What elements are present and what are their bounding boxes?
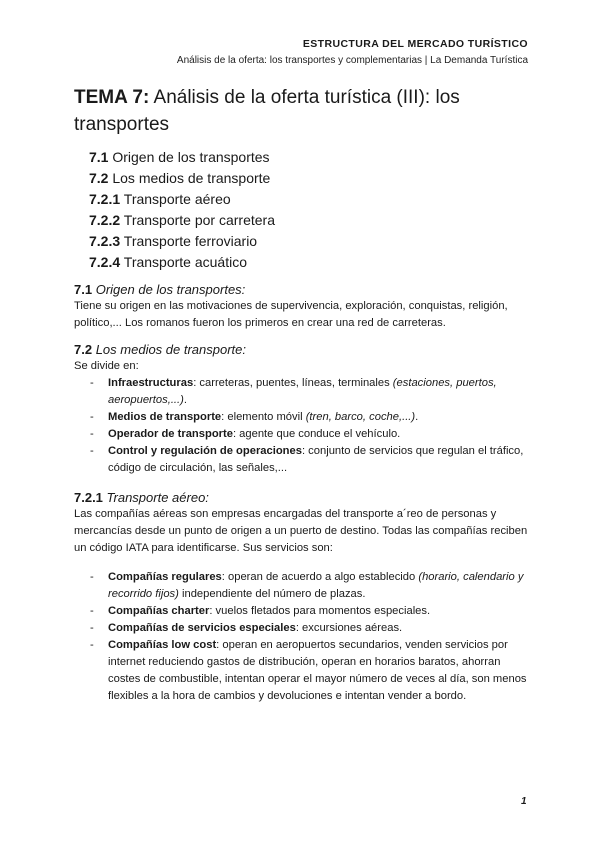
list-item [74,603,530,620]
section-title: Transporte aéreo: [106,490,209,505]
dash-bullet: - [90,377,94,389]
item-italic: (tren, barco, coche,...) [305,411,416,423]
item-after: . [415,411,419,423]
dash-bullet: - [90,411,94,423]
item-text: : excursiones aéreas. [295,622,403,634]
list-item [74,443,530,477]
item-term: Control y regulación de operaciones [108,445,302,457]
item-term: Compañías low cost [108,639,217,651]
section-7-2-intro: Se divide en: [74,360,139,372]
page-header [177,38,528,67]
dash-bullet: - [90,571,94,583]
list-item [74,375,530,409]
item-after: independiente del número de plazas. [178,588,366,600]
toc-item [89,252,530,273]
item-after: . [183,394,187,406]
item-text: : carreteras, puentes, líneas, terminales [193,377,393,389]
toc-item-number: 7.2.1 [89,191,121,207]
dash-bullet: - [90,445,94,457]
section-7-1-paragraph: Tiene su origen en las motivaciones de supervivencia, exploración, conquistas, religión, político,... Los romanos fueron los primeros en crear una red de carreteras. [74,300,508,329]
toc-item [89,168,530,189]
toc-item-number: 7.2.3 [89,233,121,249]
item-italic: (horario, calendario y recorrido fijos) [108,571,524,600]
toc-item [89,210,530,231]
section-heading-7-2 [74,341,530,358]
toc-item [89,147,530,168]
section-number: 7.1 [74,282,93,297]
section-title: Los medios de transporte: [95,342,247,357]
list-item [74,637,530,705]
section-heading-7-1 [74,281,530,298]
section-heading-7-2-1 [74,489,530,506]
item-term: Compañías charter [108,605,210,617]
section-title: Origen de los transportes: [95,282,246,297]
list-item [74,409,530,426]
toc-item-label: Transporte acuático [123,254,247,270]
item-term: Compañías regulares [108,571,222,583]
toc-item-number: 7.2.2 [89,212,121,228]
page-title [74,84,530,138]
section-7-2-1-list [74,569,530,705]
toc-item-number: 7.1 [89,149,109,165]
list-item [74,426,530,443]
dash-bullet: - [90,622,94,634]
toc-item [89,189,530,210]
item-term: Infraestructuras [108,377,194,389]
item-italic: (estaciones, puertos, aeropuertos,...) [108,377,497,406]
item-term: Medios de transporte [108,411,222,423]
section-number: 7.2 [74,342,93,357]
dash-bullet: - [90,605,94,617]
item-text: : agente que conduce el vehículo. [232,428,401,440]
item-text: : conjunto de servicios que regulan el tráfico, código de circulación, las señales,... [108,445,524,474]
list-item [74,620,530,637]
item-text: : operan de acuerdo a algo establecido [221,571,419,583]
item-text: : elemento móvil [221,411,306,423]
toc-item-label: Transporte por carretera [123,212,275,228]
toc-item [89,231,530,252]
page-number: 1 [521,796,527,807]
item-term: Operador de transporte [108,428,233,440]
dash-bullet: - [90,639,94,651]
paragraph-spacer [74,557,530,569]
toc-item-number: 7.2.4 [89,254,121,270]
section-7-2-list [74,375,530,477]
header-title: ESTRUCTURA DEL MERCADO TURÍSTICO [302,38,528,50]
dash-bullet: - [90,428,94,440]
item-text: : operan en aeropuertos secundarios, venden servicios por internet reduciendo gastos de distribución, operan en horarios baratos, ahorran costes de combustible, intentan operar el mayor número de veces al día, son menos flexibles a la hora de cambios y devoluciones e intentan vender a bordo. [108,639,527,702]
toc-item-label: Los medios de transporte [112,170,271,186]
toc-item-label: Origen de los transportes [112,149,270,165]
toc-item-number: 7.2 [89,170,109,186]
item-term: Compañías de servicios especiales [108,622,296,634]
toc-item-label: Transporte ferroviario [123,233,258,249]
item-text: : vuelos fletados para momentos especiales. [209,605,431,617]
document-body [74,84,530,705]
title-prefix: TEMA 7: [74,87,150,108]
table-of-contents [74,147,530,273]
toc-item-label: Transporte aéreo [123,191,231,207]
header-subtitle: Análisis de la oferta: los transportes y complementarias | La Demanda Turística [176,55,528,66]
list-item [74,569,530,603]
title-text: Análisis de la oferta turística (III): los transportes [74,87,460,135]
section-number: 7.2.1 [74,490,103,505]
section-7-2-1-paragraph: Las compañías aéreas son empresas encargadas del transporte a´reo de personas y mercancías desde un punto de origen a un puerto de destino. Todas las compañías reciben un código IATA para identificarse. Sus servicios son: [74,508,528,554]
